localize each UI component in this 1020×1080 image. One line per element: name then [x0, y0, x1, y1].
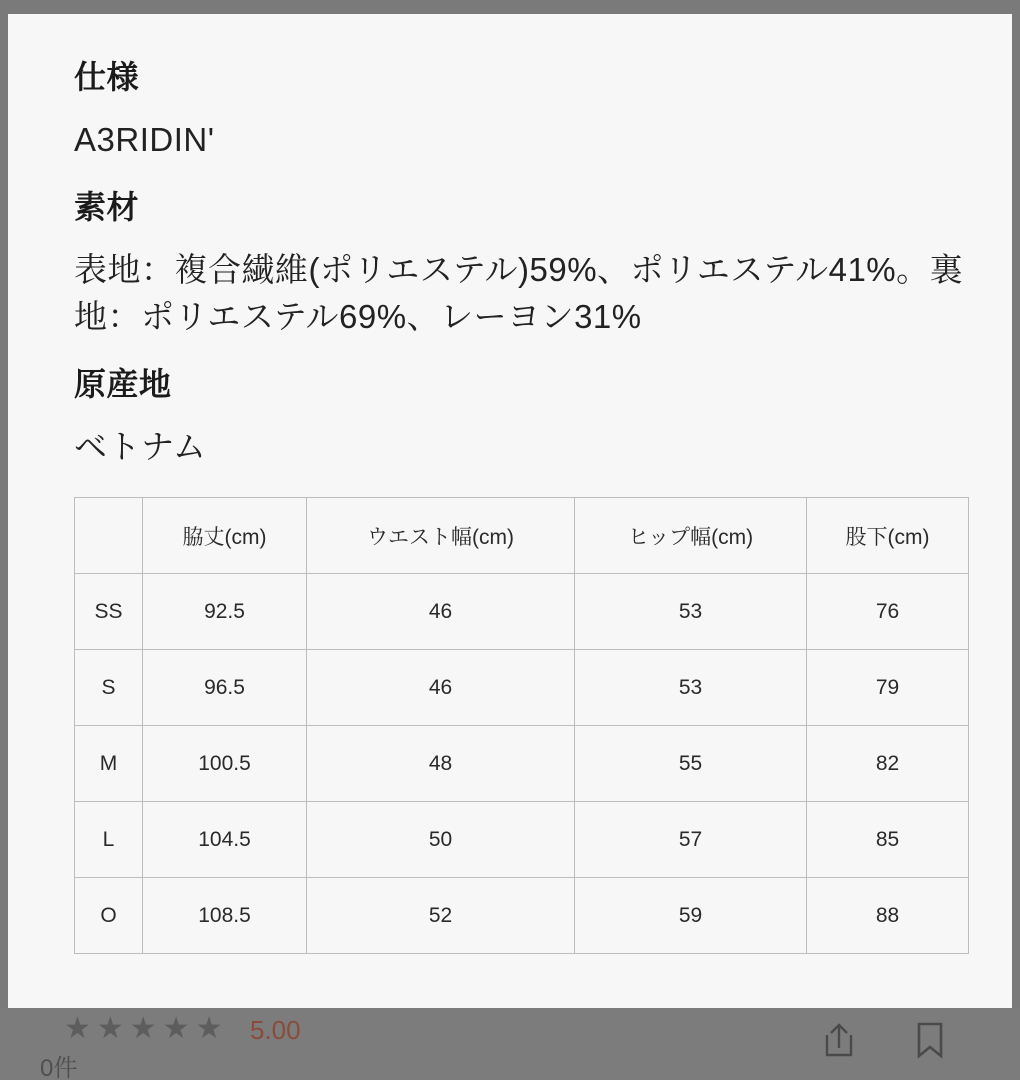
table-header-cell: 脇丈(cm): [143, 498, 307, 574]
table-row: [75, 726, 969, 802]
table-row: [75, 802, 969, 878]
table-cell: 53: [575, 650, 807, 726]
table-header-cell: 股下(cm): [807, 498, 969, 574]
modal-backdrop-top[interactable]: [0, 0, 1020, 14]
table-header-row: [75, 498, 969, 574]
review-count: 0件: [40, 1055, 78, 1080]
section-title-origin: 原産地: [74, 365, 172, 402]
table-cell: 46: [307, 650, 575, 726]
table-cell: 48: [307, 726, 575, 802]
table-header-cell: ヒップ幅(cm): [575, 498, 807, 574]
table-cell-size: M: [75, 726, 143, 802]
section-body-origin: ベトナム: [74, 428, 207, 466]
table-cell: 79: [807, 650, 969, 726]
size-table: [74, 497, 969, 954]
bookmark-icon[interactable]: [912, 1020, 948, 1060]
share-icon[interactable]: [822, 1022, 856, 1058]
rating-value: 5.00: [250, 1015, 301, 1045]
table-row: [75, 650, 969, 726]
table-cell-size: SS: [75, 574, 143, 650]
table-header-cell: ウエスト幅(cm): [307, 498, 575, 574]
table-cell: 59: [575, 878, 807, 954]
background-product-page: [0, 1008, 1020, 1080]
table-cell: 108.5: [143, 878, 307, 954]
table-header-cell: [75, 498, 143, 574]
table-cell: 104.5: [143, 802, 307, 878]
table-cell: 50: [307, 802, 575, 878]
rating-stars: ★★★★★: [64, 1012, 229, 1045]
table-cell: 53: [575, 574, 807, 650]
table-cell-size: L: [75, 802, 143, 878]
table-cell: 82: [807, 726, 969, 802]
table-cell: 76: [807, 574, 969, 650]
table-cell: 100.5: [143, 726, 307, 802]
section-body-material: 表地：複合繊維(ポリエステル)59%、ポリエステル41%。裏地：ポリエステル69%、レーヨン31%: [74, 251, 964, 336]
specification-sheet: [8, 14, 1012, 1008]
table-cell: 85: [807, 802, 969, 878]
section-title-spec: 仕様: [74, 59, 140, 95]
table-cell: 46: [307, 574, 575, 650]
table-cell: 52: [307, 878, 575, 954]
table-cell: 88: [807, 878, 969, 954]
table-cell-size: O: [75, 878, 143, 954]
table-cell: 96.5: [143, 650, 307, 726]
table-cell: 55: [575, 726, 807, 802]
section-body-spec: A3RIDIN': [74, 121, 215, 159]
table-row: [75, 574, 969, 650]
section-title-material: 素材: [74, 189, 140, 226]
table-cell: 92.5: [143, 574, 307, 650]
table-cell-size: S: [75, 650, 143, 726]
table-cell: 57: [575, 802, 807, 878]
table-row: [75, 878, 969, 954]
